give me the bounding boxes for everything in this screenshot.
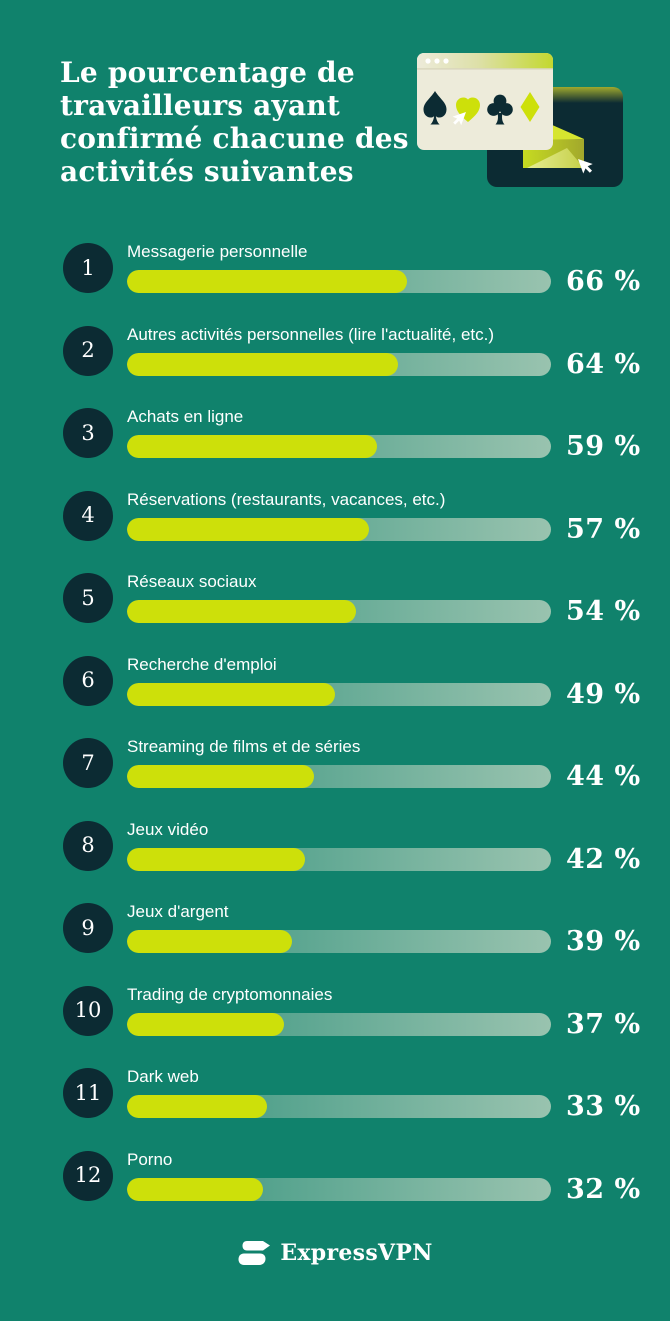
value-label: 57 % [566,513,641,545]
bar-line [127,678,645,710]
rank-number: 7 [81,750,95,775]
page-title-line: Le pourcentage de [60,56,355,89]
rank-number: 8 [81,833,95,857]
rank-badge [63,738,113,788]
bar-line [127,268,645,295]
page-title-line: confirmé chacune des [60,122,409,155]
bar-track [127,1013,551,1036]
activity-content [127,654,645,708]
activity-content [127,489,645,543]
page-title-line: activités suivantes [60,155,354,188]
activity-label: Trading de cryptomonnaies [127,984,333,1004]
activity-row [63,324,645,380]
bar-fill [127,353,398,376]
activity-row [63,407,645,462]
activity-content [127,406,645,460]
activity-content [127,324,645,378]
rank-badge [63,326,113,376]
bar-fill [127,930,292,953]
page-title [60,56,409,188]
bar-track [127,1095,551,1118]
value-label: 59 % [566,431,641,462]
browser-dots-icon [425,58,448,63]
bar-fill [127,1095,267,1118]
value-label: 44 % [566,761,641,792]
bar-line [127,513,645,545]
bar-fill [127,765,314,788]
expressvpn-logo-icon [237,1238,271,1268]
activity-label: Réservations (restaurants, vacances, etc.) [127,489,446,509]
bar-fill [127,600,356,623]
bar-fill [127,683,335,706]
rank-number: 2 [81,338,95,362]
activity-row [63,489,645,545]
value-label: 66 % [566,266,641,297]
value-label: 39 % [566,926,641,957]
bar-fill [127,270,407,293]
rank-number: 4 [81,503,95,527]
bar-line [127,843,645,875]
bar-line [127,598,645,625]
bar-line [127,1173,645,1205]
footer [0,1238,670,1268]
activity-label: Autres activités personnelles (lire l'actualité, etc.) [127,324,495,344]
rank-badge [63,491,113,541]
bar-fill [127,1013,284,1036]
activity-row [63,1149,645,1205]
rank-badge [63,243,113,293]
value-label: 64 % [566,348,641,380]
activity-label: Recherche d'emploi [127,654,277,674]
activity-label: Dark web [127,1067,199,1086]
activity-label: Porno [127,1149,173,1169]
bar-track [127,600,551,623]
bar-track [127,848,551,871]
page-title-line: travailleurs ayant [60,89,341,122]
activity-row [63,902,645,957]
activity-row [63,572,645,627]
activity-row [63,654,645,710]
bar-track [127,435,551,458]
bar-track [127,518,551,541]
activity-label: Achats en ligne [127,407,244,426]
rank-number: 9 [81,915,95,940]
value-label: 32 % [566,1173,641,1205]
value-label: 49 % [566,678,641,710]
activity-content [127,1066,645,1120]
hero-illustration [415,45,655,195]
value-label: 33 % [566,1091,641,1122]
rank-badge [63,821,113,871]
bar-line [127,433,645,460]
bar-track [127,270,551,293]
chart-rows [63,243,645,1233]
bar-line [127,1008,645,1040]
rank-badge [63,986,113,1036]
rank-number: 3 [81,420,95,445]
activity-content [127,736,645,790]
activity-label: Réseaux sociaux [127,572,257,591]
value-label: 54 % [566,596,641,627]
bar-fill [127,518,369,541]
rank-badge [63,903,113,953]
rank-number: 5 [81,585,95,610]
rank-number: 1 [81,255,95,280]
rank-badge [63,573,113,623]
bar-track [127,765,551,788]
activity-content [127,984,645,1038]
activity-row [63,819,645,875]
rank-number: 6 [81,668,95,692]
activity-content [127,241,645,295]
activity-row [63,242,645,297]
activity-label: Jeux vidéo [127,819,209,839]
bar-line [127,928,645,955]
bar-track [127,683,551,706]
rank-badge [63,656,113,706]
activity-content [127,571,645,625]
activity-content [127,819,645,873]
activity-content [127,901,645,955]
rank-badge [63,408,113,458]
bar-line [127,1093,645,1120]
activity-label: Messagerie personnelle [127,242,308,261]
activity-row [63,984,645,1040]
rank-number: 10 [74,998,102,1022]
bar-track [127,930,551,953]
bar-fill [127,848,305,871]
rank-badge [63,1151,113,1201]
bar-line [127,348,645,380]
value-label: 37 % [566,1008,641,1040]
bar-track [127,1178,551,1201]
rank-badge [63,1068,113,1118]
activity-content [127,1149,645,1203]
expressvpn-wordmark: ExpressVPN [280,1240,433,1266]
activity-row [63,737,645,792]
bar-fill [127,435,377,458]
activity-row [63,1067,645,1122]
browser-window [417,53,553,150]
value-label: 42 % [566,843,641,875]
bar-track [127,353,551,376]
rank-number: 11 [74,1080,102,1105]
bar-fill [127,1178,263,1201]
activity-label: Jeux d'argent [127,902,229,921]
activity-label: Streaming de films et de séries [127,737,361,756]
rank-number: 12 [74,1163,102,1187]
bar-line [127,763,645,790]
hero-illustration-svg [415,45,655,195]
